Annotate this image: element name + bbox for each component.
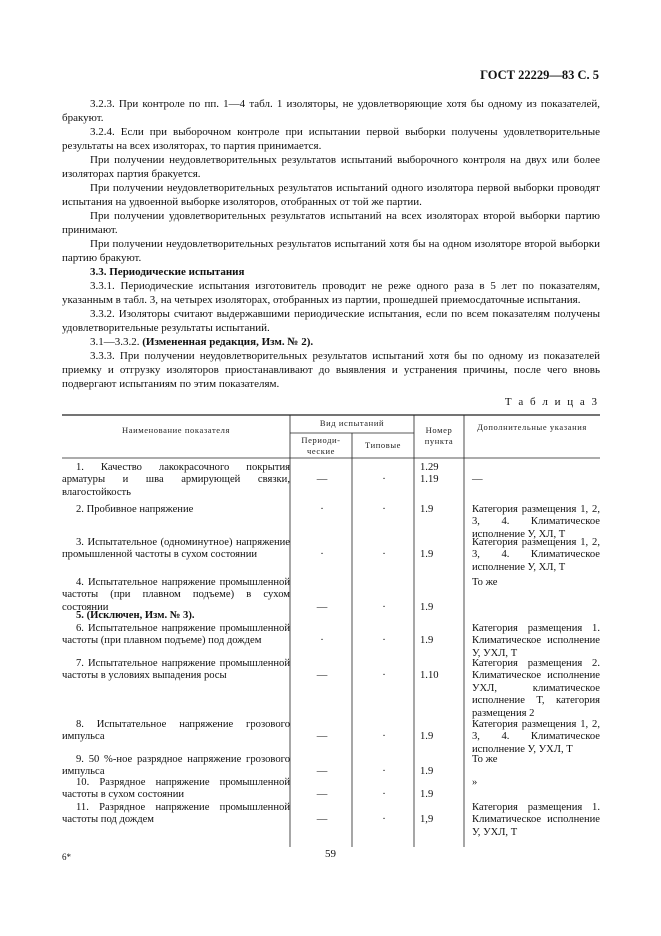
body-text [62, 97, 600, 391]
header-type: Типовые [364, 440, 402, 450]
cell-periodic: — [316, 789, 328, 801]
cell-type: · [382, 766, 386, 778]
cell-type: · [382, 474, 386, 486]
cell-periodic: — [316, 670, 328, 682]
cell-number: 1.10 [420, 670, 439, 682]
cell-number: 1.9 [420, 766, 434, 778]
cell-extra: То же [472, 577, 498, 588]
cell-name: 11. Разрядное напряжение промышленной частоты под дождем [62, 802, 290, 826]
cell-name: 7. Испытательное напряжение промышленной частоты в условиях выпадения росы [62, 658, 290, 682]
cell-name: 1. Качество лакокрасочного покрытия арматуры и шва армирующей связки, влагостойкость [62, 462, 290, 498]
cell-number: 1.9 [420, 731, 434, 743]
page-number: 59 [325, 848, 336, 860]
cell-number: 1.9 [420, 601, 434, 613]
table-3 [62, 413, 600, 847]
paragraph: 3.2.4. Если при выборочном контроле при испытании первой выборки получены удовлетворительные результаты на всех изоляторах, то партия принимается. [62, 126, 600, 152]
table-caption: Т а б л и ц а 3 [504, 396, 599, 408]
cell-extra: Категория размещения 1, 2, 3, 4. Климатическое исполнение У, ХЛ, Т [472, 504, 600, 540]
cell-periodic: — [316, 601, 328, 613]
cell-number: 1.9 [420, 504, 434, 515]
cell-name: 6. Испытательное напряжение промышленной частоты (при плавном подъеме) под дождем [62, 623, 290, 647]
cell-number: 1.29 1.19 [420, 462, 439, 486]
cell-name: 3. Испытательное (одноминутное) напряжение промышленной частоты в сухом состоянии [62, 537, 290, 561]
cell-type: · [382, 814, 386, 826]
cell-type: · [382, 504, 386, 515]
cell-number: 1.9 [420, 549, 434, 561]
cell-periodic: · [320, 504, 324, 515]
cell-number: 1.9 [420, 635, 434, 647]
amendment-bold: (Измененная редакция, Изм. № 2). [142, 336, 314, 348]
paragraph: 3.3.1. Периодические испытания изготовитель проводит не реже одного раза в 5 лет по показателям, указанным в табл. 3, на четырех изоляторах, отобранных из партии, прошедшей приемосдаточные испытания. [62, 280, 600, 306]
header-periodic: Периоди-ческие [301, 435, 341, 456]
cell-extra: То же [472, 754, 498, 765]
section-heading: 3.3. Периодические испытания [90, 266, 245, 278]
cell-periodic: — [316, 766, 328, 778]
header-number: Номер пункта [424, 425, 454, 446]
cell-type: · [382, 789, 386, 801]
cell-number: 1,9 [420, 814, 434, 826]
page-header: ГОСТ 22229—83 С. 5 [480, 68, 599, 82]
header-name: Наименование показателя [121, 425, 230, 435]
cell-name: 9. 50 %-ное разрядное напряжение грозового импульса [62, 754, 290, 778]
cell-extra: — [472, 474, 483, 486]
paragraph: 3.3.3. При получении неудовлетворительных результатов испытаний хотя бы по одному из показателей приемку и отгрузку изоляторов приостанавливают до выявления и устранения причины, после чего вновь подвергают испытаниям по этим показателям. [62, 350, 600, 390]
paragraph: При получении неудовлетворительных результатов испытаний одного изолятора первой выборки проводят испытания на удвоенной выборке изоляторов, отобранных от той же партии. [62, 182, 600, 208]
cell-periodic: — [316, 474, 328, 486]
cell-extra: Категория размещения 1, 2, 3, 4. Климатическое исполнение У, УХЛ, Т [472, 719, 600, 755]
cell-extra: Категория размещения 1. Климатическое исполнение У, УХЛ, Т [472, 623, 600, 659]
cell-name: 10. Разрядное напряжение промышленной частоты в сухом состоянии [62, 777, 290, 801]
cell-extra: Категория размещения 1, 2, 3, 4. Климатическое исполнение У, ХЛ, Т [472, 537, 600, 573]
header-extra: Дополнительные указания [477, 422, 587, 432]
cell-extra: Категория размещения 1. Климатическое исполнение У, УХЛ, Т [472, 802, 600, 838]
cell-extra: » [472, 777, 478, 788]
cell-name: 8. Испытательное напряжение грозового импульса [62, 719, 290, 743]
cell-type: · [382, 731, 386, 743]
paragraph: При получении неудовлетворительных результатов испытаний хотя бы на одном изоляторе второй выборки партию бракуют. [62, 238, 600, 264]
paragraph: При получении неудовлетворительных результатов испытаний выборочного контроля на двух или более изоляторах партия бракуется. [62, 154, 600, 180]
header-kind: Вид испытаний [319, 418, 385, 428]
paragraph: При получении удовлетворительных результатов испытаний на всех изоляторах второй выборки партию принимают. [62, 210, 600, 236]
cell-type: · [382, 670, 386, 682]
cell-periodic: · [320, 635, 324, 647]
cell-extra: Категория размещения 2. Климатическое исполнение УХЛ, климатическое исполнение Т, категория размещения 2 [472, 658, 600, 719]
cell-number: 1.9 [420, 789, 434, 801]
cell-type: · [382, 635, 386, 647]
cell-periodic: — [316, 814, 328, 826]
cell-type: · [382, 601, 386, 613]
cell-periodic: · [320, 549, 324, 561]
cell-type: · [382, 549, 386, 561]
cell-periodic: — [316, 731, 328, 743]
footer-mark: 6* [62, 852, 71, 862]
amendment-note: 3.1—3.3.2. (Измененная редакция, Изм. № 2). [90, 336, 314, 348]
cell-name: 5. (Исключен, Изм. № 3). [76, 610, 195, 621]
cell-name: 2. Пробивное напряжение [76, 504, 194, 515]
cell-name: 4. Испытательное напряжение промышленной частоты (при плавном подъеме) в сухом состоянии [62, 577, 290, 613]
paragraph: 3.3.2. Изоляторы считают выдержавшими периодические испытания, если по всем показателям получены удовлетворительные результаты испытаний. [62, 308, 600, 334]
paragraph: 3.2.3. При контроле по пп. 1—4 табл. 1 изоляторы, не удовлетворяющие хотя бы одному из показателей, бракуют. [62, 98, 600, 124]
